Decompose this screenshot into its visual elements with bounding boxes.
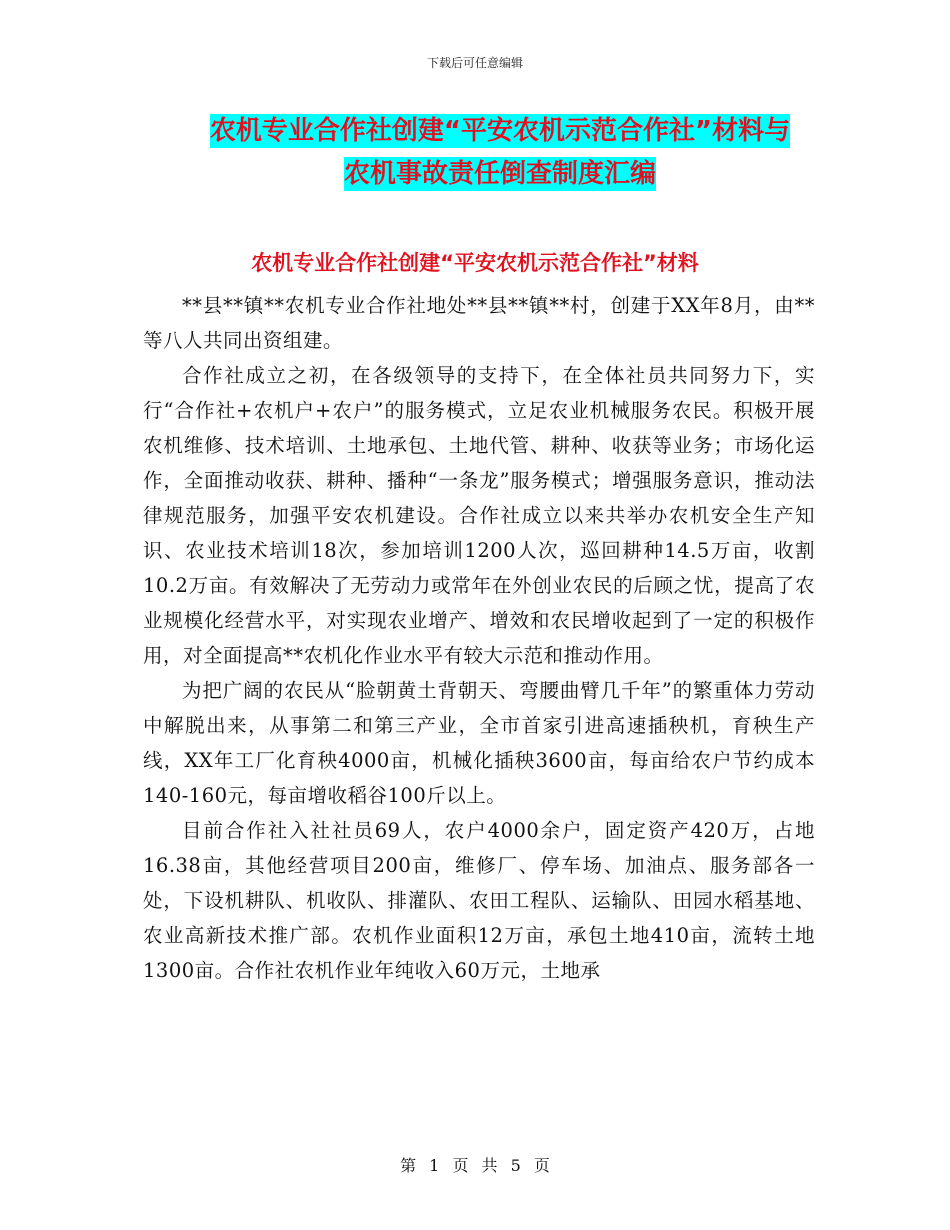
document-body [143,288,815,988]
title-line-1: 农机专业合作社创建“平安农机示范合作社”材料与 [209,116,791,146]
paragraph: 目前合作社入社社员69人，农户4000余户，固定资产420万，占地16.38亩，其他经营项目200亩，维修厂、停车场、加油点、服务部各一处，下设机耕队、机收队、排灌队、农田工程队、运输队、田园水稻基地、农业高新技术推广部。农机作业面积12万亩，承包土地410亩，流转土地1300亩。合作社农机作业年纯收入60万元，土地承 [143,819,815,982]
paragraph: **县**镇**农机专业合作社地处**县**镇**村，创建于XX年8月，由**等八人共同出资组建。 [143,294,815,352]
document-title [120,110,880,196]
section-title: 农机专业合作社创建“平安农机示范合作社”材料 [251,251,699,275]
header-note: 下载后可任意编辑 [426,56,523,70]
paragraph: 合作社成立之初，在各级领导的支持下，在全体社员共同努力下，实行“合作社+农机户+农户”的服务模式，立足农业机械服务农民。积极开展农机维修、技术培训、土地承包、土地代管、耕种、收获等业务；市场化运作，全面推动收获、耕种、播种“一条龙”服务模式；增强服务意识，推动法律规范服务，加强平安农机建设。合作社成立以来共举办农机安全生产知识、农业技术培训18次，参加培训1200人次，巡回耕种14.5万亩，收割10.2万亩。有效解决了无劳动力或常年在外创业农民的后顾之忧，提高了农业规模化经营水平，对实现农业增产、增效和农民增收起到了一定的积极作用，对全面提高**农机化作业水平有较大示范和推动作用。 [143,364,815,667]
page-footer: 第 1 页 共 5 页 [400,1156,550,1175]
paragraph: 为把广阔的农民从“脸朝黄土背朝天、弯腰曲臂几千年”的繁重体力劳动中解脱出来，从事第二和第三产业，全市首家引进高速插秧机，育秧生产线，XX年工厂化育秧4000亩，机械化插秧3600亩，每亩给农户节约成本140-160元，每亩增收稻谷100斤以上。 [143,679,815,807]
title-line-2: 农机事故责任倒查制度汇编 [343,159,656,189]
